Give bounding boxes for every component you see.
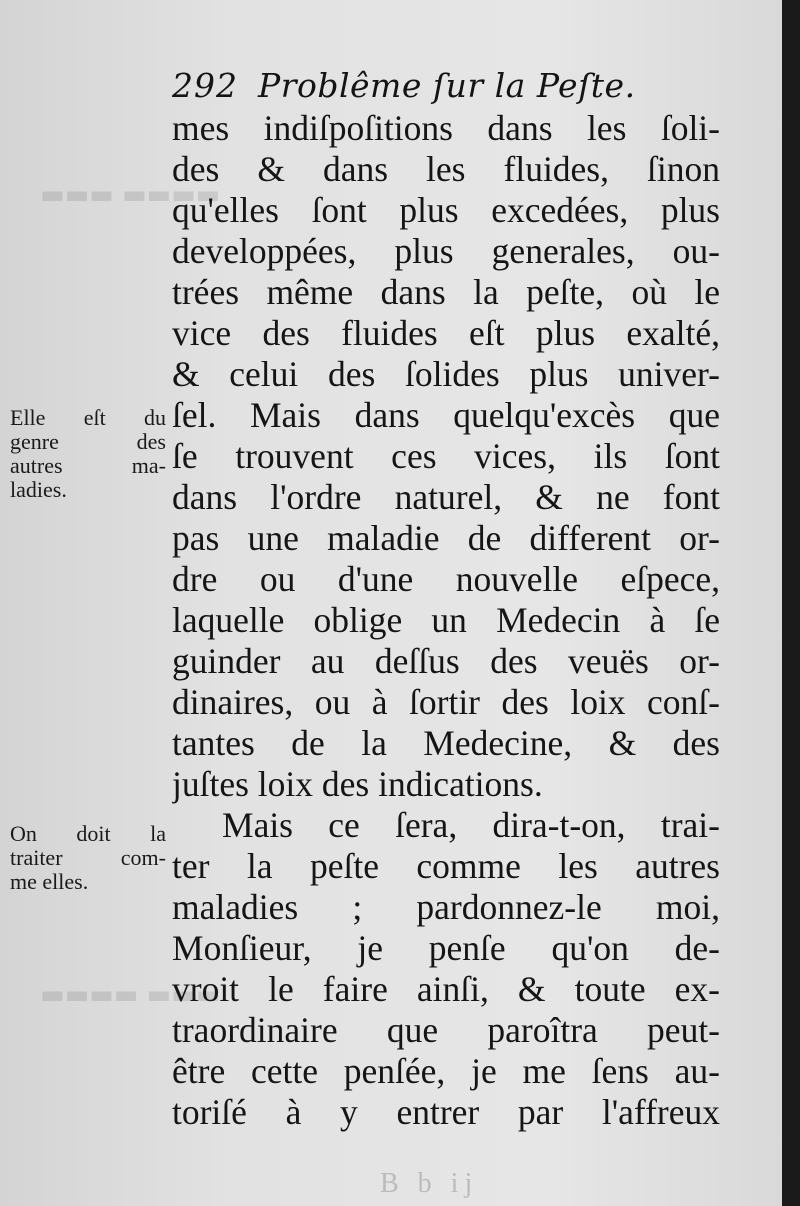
text-line: tantes de la Medecine, & des — [172, 723, 720, 763]
show-through-left-lower: ▬▬▬▬ ▬▬▬ — [40, 980, 221, 1010]
page-header — [172, 66, 636, 112]
margin-note-genre — [10, 406, 166, 502]
text-line: vroit le faire ainſi, & toute ex- — [172, 969, 720, 1009]
margin-note-line: On doit la — [10, 821, 166, 846]
text-line: toriſé à y entrer par l'affreux — [172, 1092, 720, 1132]
main-text — [172, 108, 720, 1133]
text-line: traordinaire que paroîtra peut- — [172, 1010, 720, 1050]
text-line: des & dans les fluides, ſinon — [172, 149, 720, 189]
margin-note-line: ladies. — [10, 477, 67, 502]
text-line: pas une maladie de different or- — [172, 518, 720, 558]
text-line: developpées, plus generales, ou- — [172, 231, 720, 271]
signature-mark: B b ij — [380, 1168, 479, 1199]
margin-note-line: me elles. — [10, 869, 89, 894]
margin-note-line: Elle eſt du — [10, 405, 166, 430]
margin-note-line: genre des — [10, 429, 166, 454]
text-line: mes indiſpoſitions dans les ſoli- — [172, 108, 720, 148]
page-number: 292 — [172, 66, 238, 105]
text-line: maladies ; pardonnez-le moi, — [172, 887, 720, 927]
text-line: trées même dans la peſte, où le — [172, 272, 720, 312]
text-line: ter la peſte comme les autres — [172, 846, 720, 886]
running-title: Problême ſur la Peſte. — [258, 66, 636, 105]
text-line: & celui des ſolides plus univer- — [172, 354, 720, 394]
text-line: être cette penſée, je me ſens au- — [172, 1051, 720, 1091]
text-line: dinaires, ou à ſortir des loix conſ- — [172, 682, 720, 722]
show-through-left: ▬▬▬ ▬▬▬▬ — [40, 180, 221, 210]
text-line: guinder au deſſus des veuës or- — [172, 641, 720, 681]
text-line: dans l'ordre naturel, & ne font — [172, 477, 720, 517]
text-line: vice des fluides eſt plus exalté, — [172, 313, 720, 353]
margin-note-treatment — [10, 822, 166, 894]
text-line: ſe trouvent ces vices, ils ſont — [172, 436, 720, 476]
text-line: dre ou d'une nouvelle eſpece, — [172, 559, 720, 599]
margin-note-line: autres ma- — [10, 453, 166, 478]
text-line: Mais ce ſera, dira-t-on, trai- — [222, 805, 720, 845]
text-line: juſtes loix des indications. — [172, 764, 543, 804]
text-line: laquelle oblige un Medecin à ſe — [172, 600, 720, 640]
text-line: qu'elles ſont plus excedées, plus — [172, 190, 720, 230]
text-line: ſel. Mais dans quelqu'excès que — [172, 395, 720, 435]
text-line: Monſieur, je penſe qu'on de- — [172, 928, 720, 968]
margin-note-line: traiter com- — [10, 845, 166, 870]
